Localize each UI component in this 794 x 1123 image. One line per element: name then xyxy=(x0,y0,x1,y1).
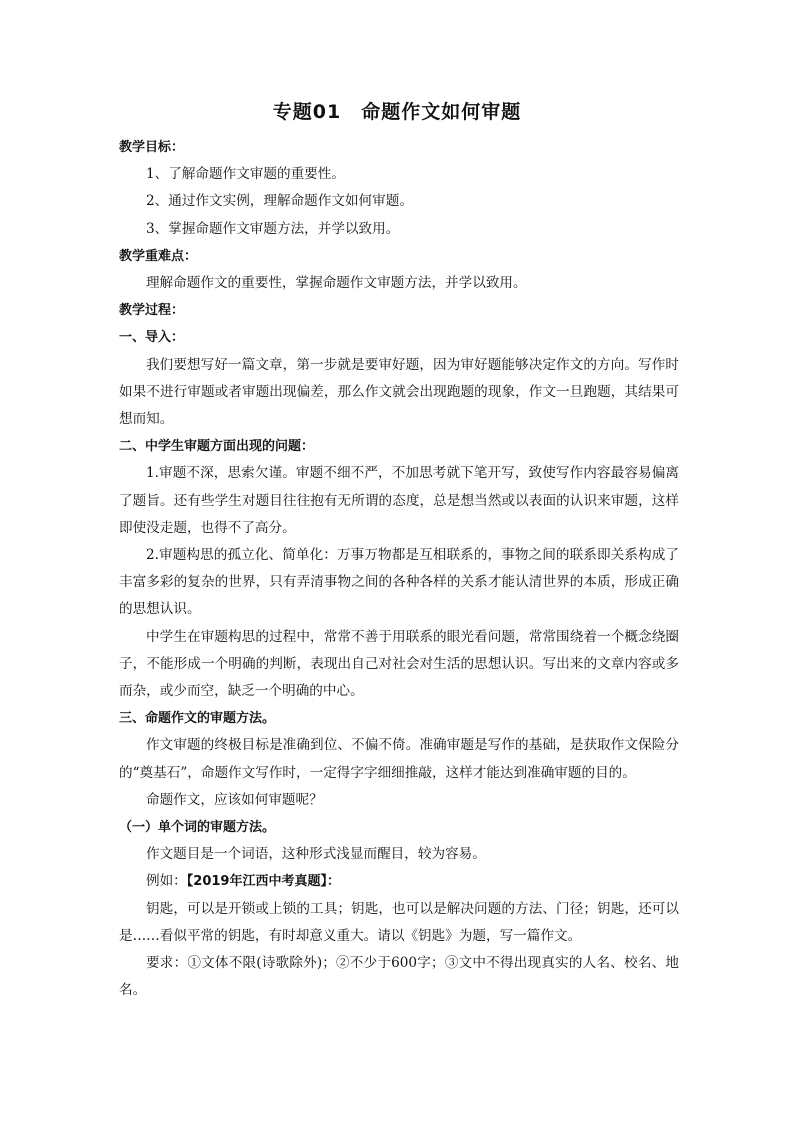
document-body xyxy=(119,134,679,1005)
requirements-text: 要求：①文体不限(诗歌除外)；②不少于600字；③文中不得出现真实的人名、校名、地名。 xyxy=(119,955,679,999)
key-points-text: 理解命题作文的重要性，掌握命题作文审题方法，并学以致用。 xyxy=(146,275,527,292)
example-text: 钥匙，可以是开锁或上锁的工具；钥匙，也可以是解决问题的方法、门径；钥匙，还可以是……看似平常的钥匙，有时却意义重大。请以《钥匙》为题，写一篇作文。 xyxy=(119,900,679,944)
problems-paragraph-3: 中学生在审题构思的过程中，常常不善于用联系的眼光看问题，常常围绕着一个概念绕圈子，不能形成一个明确的判断，表现出自己对社会对生活的思想认识。写出来的文章内容或多而杂，或少而空，缺乏一个明确的中心。 xyxy=(119,628,679,700)
methods-paragraph-2: 命题作文，应该如何审题呢？ xyxy=(146,791,323,808)
problems-paragraph-1: 1.审题不深，思索欠谨。审题不细不严，不加思考就下笔开写，致使写作内容最容易偏离了题旨。还有些学生对题目往往抱有无所谓的态度，总是想当然或以表面的认识来审题，这样即使没走题，也得不了高分。 xyxy=(119,465,679,536)
intro-heading: 一、导入： xyxy=(119,330,185,346)
document-title: 专题01 命题作文如何审题 xyxy=(272,101,522,123)
single-word-heading: （一）单个词的审题方法。 xyxy=(119,820,276,836)
example-label: 【2019年江西中考真题】： xyxy=(186,874,340,890)
objective-item: 1、了解命题作文审题的重要性。 xyxy=(146,166,345,183)
objective-item: 2、通过作文实例，理解命题作文如何审题。 xyxy=(146,193,413,210)
single-word-paragraph: 作文题目是一个词语，这种形式浅显而醒目，较为容易。 xyxy=(146,846,486,863)
key-points-heading: 教学重难点： xyxy=(119,248,198,264)
objectives-heading: 教学目标： xyxy=(119,140,185,155)
methods-paragraph-1: 作文审题的终极目标是准确到位、不偏不倚。准确审题是写作的基础，是获取作文保险分的“奠基石”，命题作文写作时，一定得字字细细推敲，这样才能达到准确审题的目的。 xyxy=(119,737,679,781)
methods-heading: 三、命题作文的审题方法。 xyxy=(119,711,276,727)
example-line xyxy=(119,868,679,895)
intro-paragraph: 我们要想写好一篇文章，第一步就是要审好题，因为审好题能够决定作文的方向。写作时如果不进行审题或者审题出现偏差，那么作文就会出现跑题的现象，作文一旦跑题，其结果可想而知。 xyxy=(119,356,679,428)
example-prefix: 例如： xyxy=(146,873,187,890)
problems-heading: 二、中学生审题方面出现的问题： xyxy=(119,439,315,455)
process-heading: 教学过程： xyxy=(119,303,185,319)
problems-paragraph-2: 2.审题构思的孤立化、简单化：万事万物都是互相联系的，事物之间的联系即关系构成了丰富多彩的复杂的世界，只有弄清事物之间的各种各样的关系才能认清世界的本质，形成正确的思想认识。 xyxy=(119,547,679,618)
objective-item: 3、掌握命题作文审题方法，并学以致用。 xyxy=(146,220,400,237)
